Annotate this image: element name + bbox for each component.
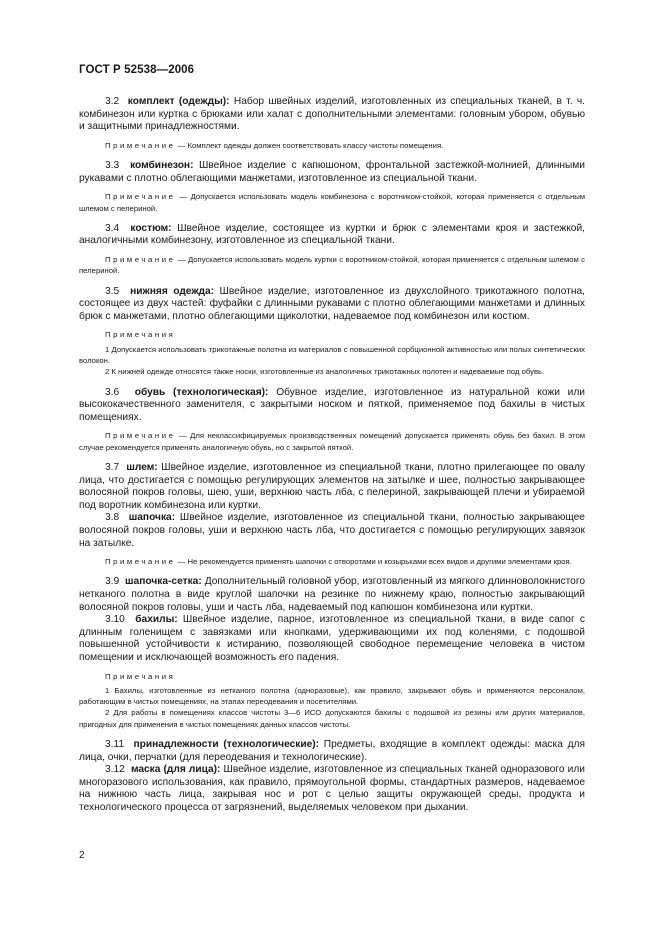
definition-3-12	[79, 764, 585, 814]
term: шапочка:	[128, 512, 176, 524]
definition-3-11	[79, 739, 585, 764]
note-text: Не рекомендуется применять шапочки с отворотами и козырьками всех видов и другими элементами кроя.	[187, 557, 572, 567]
clause-number: 3.12	[105, 764, 125, 776]
clause-number: 3.10	[105, 614, 125, 626]
definition-text: Набор швейных изделий, изготовленных из специальных тканей, в т. ч. комбинезон или куртка с брюками или халат с дополнительными элементами: головным убором, обувью и защитными принадлежностями.	[79, 96, 585, 133]
definition-text: Дополнительный головной убор, изготовленный из мягкого длинноволокнистого нетканого полотна в виде круглой шапочки на резинке по нижнему краю, полностью закрывающий волосяной покров головы, уши и часть лба, надеваемый под капюшон комбинезона или куртки.	[79, 576, 585, 613]
definition-text: Швейное изделие, изготовленное из специальных тканей одноразового или многоразового использования, как правило, прямоугольной формы, стандартных размеров, надеваемое на нижнюю часть лица, закрывая нос и рот с целью защиты окружающей среды, продукта и технологического процесса от загрязнений, выделяемых человеком при дыхании.	[79, 764, 585, 814]
note-label: Примечание	[105, 431, 176, 441]
term: маска (для лица):	[130, 764, 221, 776]
term: комбинезон:	[130, 160, 194, 172]
definition-3-6	[79, 387, 585, 425]
note-item: 2 Для работы в помещениях классов чистоты 3—6 ИСО допускаются бахилы с подошвой из резины или других материалов, пригодных для применения в чистых помещениях данных классов чистоты.	[79, 708, 585, 729]
definition-3-10	[79, 614, 585, 664]
term: обувь (технологическая):	[134, 386, 269, 398]
definition-3-8	[79, 512, 585, 550]
note-text: Допускается использовать модель куртки с воротником-стойкой, которая применяется с отдельным шлемом с пелериной.	[79, 255, 586, 276]
definition-3-5	[79, 286, 585, 324]
clause-number: 3.7	[105, 461, 120, 473]
definition-3-7	[79, 462, 585, 512]
note-label: Примечание	[105, 192, 176, 202]
clause-number: 3.6	[105, 386, 120, 398]
term: принадлежности (технологические):	[133, 739, 320, 751]
note-item: 1 Бахилы, изготовленные из нетканого полотна (одноразовые), как правило, закрывают обувь и применяются персоналом, работающим в чистых помещениях, на этапах переодевания и посетителями.	[79, 685, 585, 707]
definition-text: Предметы, входящие в комплект одежды: маска для лица, очки, перчатки (для переодевания и технологические).	[79, 739, 585, 763]
definition-text: Швейное изделие, парное, изготовленное из специальной ткани, в виде сапог с длинным голенищем с завязками или кнопками, удерживающими их под коленями, с подошвой повышенной устойчивости к истиранию, позволяющей свободное перемещение человека в чистом помещении и исключающей возможность его падения.	[79, 614, 585, 663]
definition-text: Швейное изделие, состоящее из куртки и брюк с элементами кроя и застежкой, аналогичными комбинезону, изготовленное из специальной ткани.	[79, 222, 585, 247]
clause-number: 3.8	[105, 512, 120, 524]
definition-text: Обувное изделие, изготовленное из натуральной кожи или высококачественного заменителя, с закрытыми носком и пяткой, применяемое под бахилы в чистых помещениях.	[79, 386, 585, 423]
clause-number: 3.5	[105, 285, 120, 297]
term: костюм:	[130, 222, 172, 234]
term: бахилы:	[135, 614, 178, 626]
term: комплект (одежды):	[127, 96, 230, 107]
note: Примечание — Допускается использовать модель комбинезона с воротником-стойкой, которая применяется с отдельным шлемом с пелериной.	[79, 192, 586, 213]
definition-text: Швейное изделие, изготовленное из специальной ткани, плотно прилегающее по овалу лица, что достигается с помощью регулирующих элементов на затылке и шее, полностью закрывающее волосяной покров головы, шею, уши, верхнюю часть лба, с пелериной, закрывающей плечи и убираемой под воротник комбинезона или куртки.	[79, 461, 585, 511]
note-item: 1 Допускается использовать трикотажные полотна из материалов с повышенной сорбционной активностью или полых синтетических волокон.	[79, 344, 585, 366]
document-body	[79, 96, 585, 815]
definition-text: Швейное изделие, изготовленное из двухслойного трикотажного полотна, состоящее из двух частей: фуфайки с длинными рукавами с плотно облегающими манжетами и длинных брюк с манжетами, плотно облегающими щиколотки, надеваемое под комбинезон или костюм.	[79, 285, 585, 322]
note: Примечание — Допускается использовать модель куртки с воротником-стойкой, которая применяется с отдельным шлемом с пелериной.	[79, 255, 586, 276]
note-item: 2 К нижней одежде относятся также носки, изготовленные из аналогичных трикотажных полотен и надеваемые под обувь.	[105, 367, 545, 377]
note: Примечание — Комплект одежды должен соответствовать классу чистоты помещения.	[105, 140, 444, 150]
definition-3-2	[79, 96, 585, 134]
clause-number: 3.4	[105, 222, 120, 234]
notes-label: Примечания	[105, 330, 176, 340]
definition-3-9	[79, 576, 585, 614]
note-text: Допускается использовать модель комбинезона с воротником-стойкой, которая применяется с отдельным шлемом с пелериной.	[79, 192, 586, 213]
note-label: Примечание	[105, 255, 176, 265]
document-header: ГОСТ Р 52538—2006	[79, 64, 195, 76]
note-text: Комплект одежды должен соответствовать классу чистоты помещения.	[187, 140, 444, 150]
clause-number: 3.2	[105, 96, 120, 107]
clause-number: 3.9	[105, 576, 120, 588]
note-label: Примечание	[105, 140, 176, 150]
clause-number: 3.11	[105, 739, 125, 751]
definition-3-4	[79, 223, 585, 248]
page-number: 2	[79, 850, 85, 861]
term: шапочка-сетка:	[125, 576, 202, 588]
note: Примечание — Для неклассифицируемых производственных помещений допускается применять обувь без бахил. В этом случае рекомендуется применять аналогичную обувь, но с закрытой пяткой.	[79, 431, 585, 452]
notes-label: Примечания	[105, 671, 176, 681]
note: Примечание — Не рекомендуется применять шапочки с отворотами и козырьками всех видов и другими элементами кроя.	[105, 557, 572, 567]
definition-text: Швейное изделие с капюшоном, фронтальной застежкой-молнией, длинными рукавами с плотно облегающими манжетами, изготовленное из специальной ткани.	[79, 160, 585, 184]
clause-number: 3.3	[105, 160, 120, 172]
term: нижняя одежда:	[130, 285, 215, 297]
definition-text: Швейное изделие, изготовленное из специальной ткани, полностью закрывающее волосяной покров головы, уши и верхнюю часть лба, что достигается с помощью регулирующих завязок на затылке.	[79, 512, 585, 549]
note-text: Для неклассифицируемых производственных помещений допускается применять обувь без бахил. В этом случае рекомендуется применять аналогичную обувь, но с закрытой пяткой.	[79, 431, 585, 452]
note-label: Примечание	[105, 557, 176, 567]
definition-3-3	[79, 160, 585, 185]
term: шлем:	[126, 461, 158, 473]
